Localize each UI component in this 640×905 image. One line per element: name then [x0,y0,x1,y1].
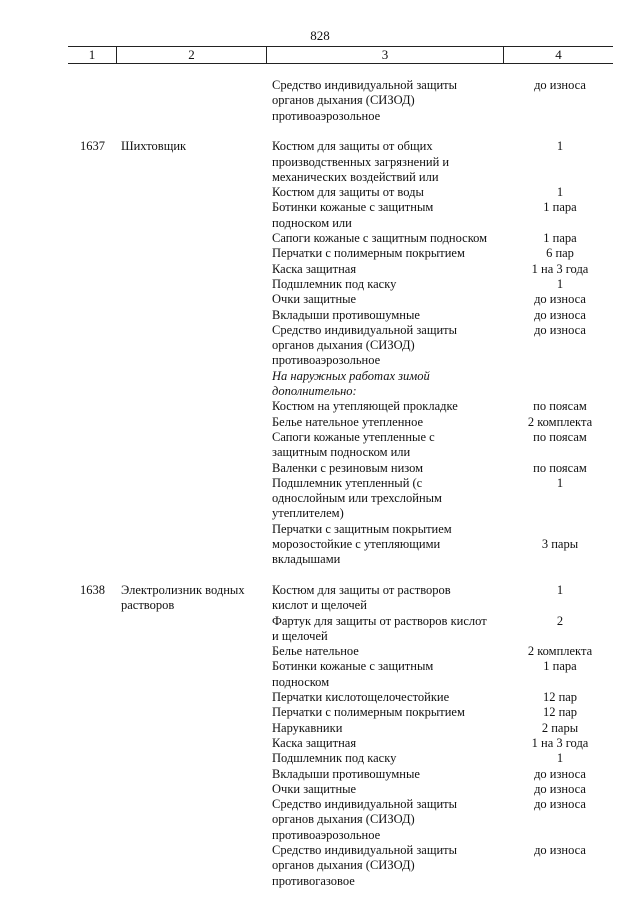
item-text-line: кислот и щелочей [272,598,367,613]
item-text-line: Белье нательное [272,644,359,659]
item-quantity: 12 пар [542,690,578,704]
item-text-line: противоаэрозольное [272,827,381,842]
item-text-line: вкладышами [272,552,341,567]
item-text-line: Средство индивидуальной защиты [272,843,458,857]
item-text-line: органов дыхания (СИЗОД) [272,858,415,873]
item-text-line: Средство индивидуальной защиты [272,322,458,337]
item-quantity: 1 [556,139,564,154]
item-quantity: до износа [534,797,586,812]
item-text-line: Сапоги кожаные с защитным подноском [272,231,488,245]
item-text-line: Костюм на утепляющей прокладке [272,399,458,414]
item-text-line: Сапоги кожаные утепленные с [272,429,435,444]
item-text-line: морозостойкие с утепляющими [272,537,441,551]
item-quantity: до износа [534,781,586,796]
item-quantity: по поясам [533,460,587,475]
column-header-1: 1 [88,47,96,62]
item-text-line: Костюм для защиты от воды [272,185,424,200]
occupation-number: 1638 [80,582,105,597]
item-quantity: 1 [556,475,564,490]
item-text-line: Фартук для защиты от растворов кислот [272,613,487,628]
item-quantity: 3 пары [541,537,579,551]
item-quantity: до износа [534,322,586,337]
item-quantity: 1 на 3 года [531,261,589,276]
item-quantity: 2 комплекта [527,644,593,659]
item-quantity: 2 пары [541,720,579,735]
item-text-line: Средство индивидуальной защиты [272,797,458,812]
occupation-name: Электролизник водных [121,582,245,597]
item-text-line: Вкладыши противошумные [272,307,420,322]
item-quantity: 1 [556,582,564,597]
item-text-line: противоаэрозольное [272,353,381,368]
item-text-line: Подшлемник утепленный (с [272,475,423,490]
item-text-line: На наружных работах зимой [272,368,430,383]
item-quantity: 1 на 3 года [531,735,589,750]
item-text-line: Нарукавники [272,720,343,735]
item-quantity: 1 пара [543,659,577,674]
item-text-line: производственных загрязнений и [272,154,450,169]
item-text-line: механических воздействий или [272,169,439,184]
item-text-line: Очки защитные [272,781,357,796]
item-text-line: противоаэрозольное [272,108,381,123]
item-text-line: Очки защитные [272,292,357,307]
item-quantity: 6 пар [546,246,574,261]
item-text-line: утеплителем) [272,506,344,521]
item-text-line: Каска защитная [272,735,357,750]
item-quantity: 1 пара [543,231,577,245]
item-text-line: защитным подноском или [272,445,411,460]
item-quantity: 1 [556,276,564,291]
column-header-2: 2 [116,47,266,63]
item-quantity: 2 [556,613,564,628]
item-text-line: Ботинки кожаные с защитным [272,659,434,674]
item-text-line: Перчатки кислотощелочестойкие [272,690,450,704]
item-quantity: 1 [556,751,564,766]
item-quantity: до износа [534,292,586,307]
column-header-4: 4 [503,47,613,63]
item-text-line: Белье нательное утепленное [272,414,424,429]
column-header-3: 3 [266,47,503,63]
occupation-name: Шихтовщик [121,139,187,154]
item-text-line: Вкладыши противошумные [272,766,420,781]
item-text-line: органов дыхания (СИЗОД) [272,93,415,108]
item-text-line: однослойным или трехслойным [272,491,442,506]
occupation-number: 1637 [80,139,105,154]
occupation-name: растворов [121,598,175,613]
item-text-line: Перчатки с полимерным покрытием [272,705,465,720]
item-quantity: 1 пара [543,200,577,215]
item-text-line: Перчатки с защитным покрытием [272,521,452,536]
item-text-line: подноском [272,674,330,689]
item-quantity: до износа [534,307,586,322]
item-text-line: Подшлемник под каску [272,751,397,766]
item-quantity: до износа [534,843,586,857]
item-quantity: по поясам [533,399,587,414]
item-text-line: Костюм для защиты от общих [272,139,433,154]
item-text-line: Подшлемник под каску [272,276,397,291]
item-text-line: Ботинки кожаные с защитным [272,200,434,215]
item-text-line: органов дыхания (СИЗОД) [272,812,415,827]
item-text-line: Каска защитная [272,261,357,276]
item-quantity: 12 пар [542,705,578,720]
item-text-line: органов дыхания (СИЗОД) [272,338,415,353]
item-text-line: дополнительно: [272,384,357,398]
item-quantity: 1 [556,185,564,200]
item-quantity: до износа [534,766,586,781]
item-text-line: противогазовое [272,873,355,888]
item-text-line: Перчатки с полимерным покрытием [272,246,465,261]
item-quantity: по поясам [533,429,587,444]
item-text-line: Валенки с резиновым низом [272,460,424,475]
page-number: 828 [310,28,330,43]
item-text-line: и щелочей [272,628,328,643]
item-text-line: Костюм для защиты от растворов [272,582,451,597]
item-quantity: 2 комплекта [527,414,593,429]
item-text-line: подноском или [272,215,352,230]
item-quantity: до износа [534,78,586,92]
item-text-line: Средство индивидуальной защиты [272,78,458,92]
